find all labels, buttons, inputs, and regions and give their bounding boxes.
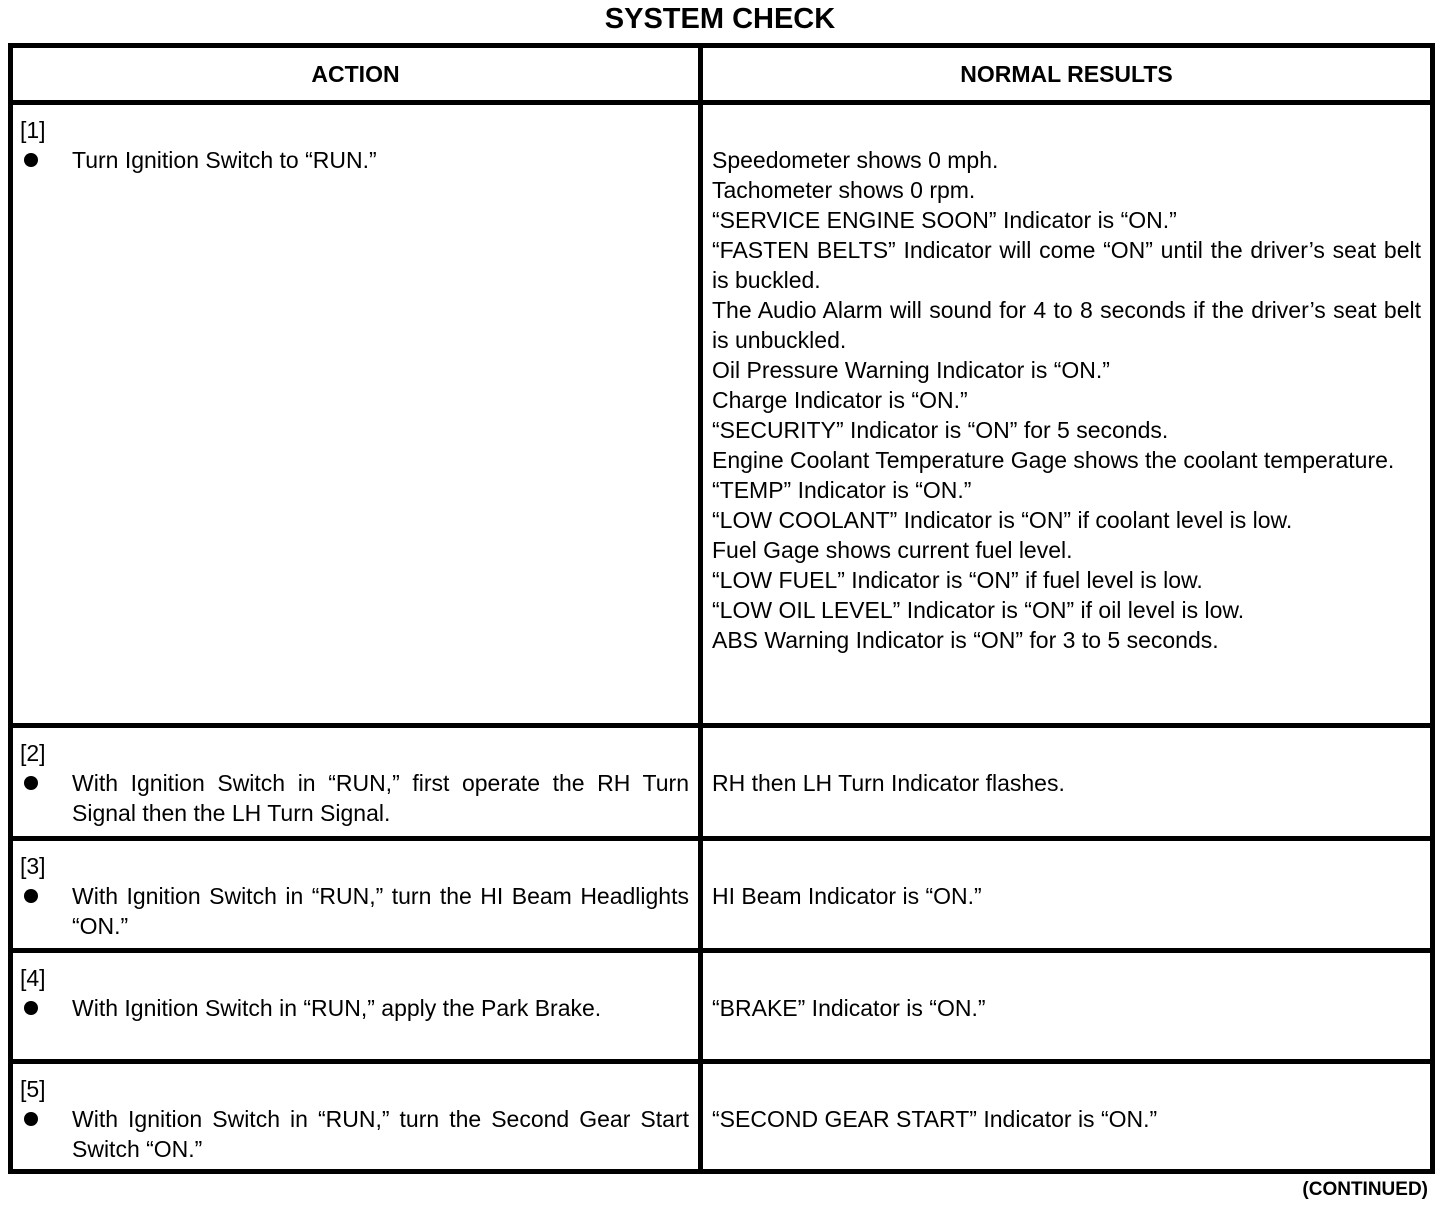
result-line: “SECOND GEAR START” Indicator is “ON.” xyxy=(712,1106,1158,1132)
action-cell xyxy=(11,951,701,1062)
result-line: “TEMP” Indicator is “ON.” xyxy=(712,477,972,503)
step-number: [4] xyxy=(20,965,46,991)
result-line: Engine Coolant Temperature Gage shows the coolant temperature. xyxy=(712,447,1395,473)
bullet-icon xyxy=(24,1112,38,1126)
result-line: The Audio Alarm will sound for 4 to 8 seconds if the driver’s seat belt is unbuckled. xyxy=(712,297,1421,353)
result-line: “FASTEN BELTS” Indicator will come “ON” until the driver’s seat belt is buckled. xyxy=(712,237,1421,293)
result-line: HI Beam Indicator is “ON.” xyxy=(712,883,982,909)
action-item xyxy=(22,1104,689,1164)
results-cell xyxy=(701,839,1433,951)
result-line: Speedometer shows 0 mph. xyxy=(712,147,999,173)
action-item xyxy=(22,881,689,941)
results-cell xyxy=(701,1062,1433,1172)
action-cell xyxy=(11,103,701,726)
action-text: With Ignition Switch in “RUN,” first operate the RH Turn Signal then the LH Turn Signal. xyxy=(72,770,689,826)
action-item xyxy=(22,993,689,1023)
step-number: [3] xyxy=(20,853,46,879)
result-line: Fuel Gage shows current fuel level. xyxy=(712,537,1073,563)
action-text: With Ignition Switch in “RUN,” apply the Park Brake. xyxy=(72,995,602,1021)
result-line: “SERVICE ENGINE SOON” Indicator is “ON.” xyxy=(712,207,1177,233)
bullet-icon xyxy=(24,889,38,903)
table-row xyxy=(11,103,1433,726)
header-action: ACTION xyxy=(11,46,701,103)
bullet-icon xyxy=(24,776,38,790)
action-text: With Ignition Switch in “RUN,” turn the HI Beam Headlights “ON.” xyxy=(72,883,689,939)
header-row xyxy=(11,46,1433,103)
action-cell xyxy=(11,726,701,839)
table-row xyxy=(11,726,1433,839)
result-line: ABS Warning Indicator is “ON” for 3 to 5 seconds. xyxy=(712,627,1219,653)
system-check-table xyxy=(8,43,1435,1174)
page-title: SYSTEM CHECK xyxy=(604,3,836,35)
step-number: [1] xyxy=(20,117,46,143)
table-row xyxy=(11,951,1433,1062)
result-line: “LOW OIL LEVEL” Indicator is “ON” if oil level is low. xyxy=(712,597,1245,623)
action-item xyxy=(22,768,689,828)
results-cell xyxy=(701,726,1433,839)
header-normal-results: NORMAL RESULTS xyxy=(701,46,1433,103)
bullet-icon xyxy=(24,1001,38,1015)
step-number: [5] xyxy=(20,1076,46,1102)
continued-label: (CONTINUED) xyxy=(1302,1179,1428,1200)
action-text: Turn Ignition Switch to “RUN.” xyxy=(72,147,377,173)
result-line: “BRAKE” Indicator is “ON.” xyxy=(712,995,986,1021)
action-cell xyxy=(11,839,701,951)
result-line: “SECURITY” Indicator is “ON” for 5 seconds. xyxy=(712,417,1169,443)
result-line: Charge Indicator is “ON.” xyxy=(712,387,968,413)
table-row xyxy=(11,1062,1433,1172)
step-number: [2] xyxy=(20,740,46,766)
result-line: RH then LH Turn Indicator flashes. xyxy=(712,770,1065,796)
results-cell xyxy=(701,951,1433,1062)
action-text: With Ignition Switch in “RUN,” turn the Second Gear Start Switch “ON.” xyxy=(72,1106,689,1162)
result-line: “LOW COOLANT” Indicator is “ON” if coolant level is low. xyxy=(712,507,1293,533)
bullet-icon xyxy=(24,153,38,167)
result-line: “LOW FUEL” Indicator is “ON” if fuel level is low. xyxy=(712,567,1203,593)
table-row xyxy=(11,839,1433,951)
results-cell xyxy=(701,103,1433,726)
result-line: Oil Pressure Warning Indicator is “ON.” xyxy=(712,357,1110,383)
action-item xyxy=(22,145,689,175)
result-line: Tachometer shows 0 rpm. xyxy=(712,177,976,203)
action-cell xyxy=(11,1062,701,1172)
results-list xyxy=(712,145,1421,655)
